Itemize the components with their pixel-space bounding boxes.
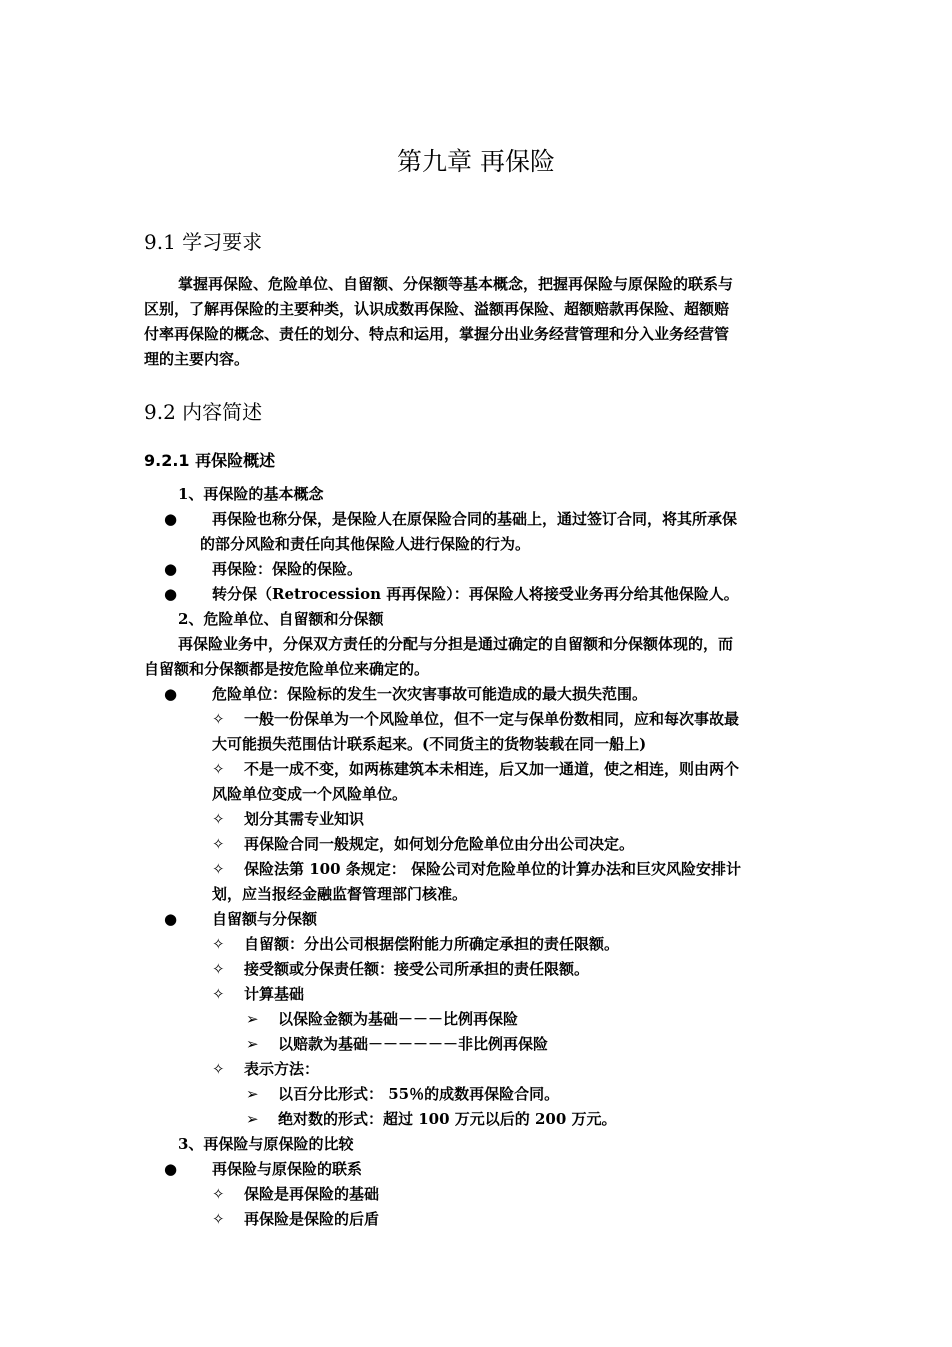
bullet-text: 的部分风险和责任向其他保险人进行保险的行为。 — [200, 535, 531, 553]
bullet-marker: ● — [164, 910, 178, 928]
diamond-marker: ✧ — [212, 1210, 225, 1228]
paragraph-line: 自留额和分保额都是按危险单位来确定的。 — [144, 660, 430, 678]
arrow-marker: ➢ — [246, 1110, 259, 1128]
section-heading-9-2: 9.2 内容简述 — [144, 400, 263, 424]
diamond-text: 自留额：分出公司根据偿附能力所确定承担的责任限额。 — [244, 935, 620, 953]
bullet-marker: ● — [164, 560, 178, 578]
diamond-marker: ✧ — [212, 1185, 225, 1203]
paragraph-line: 付率再保险的概念、责任的划分、特点和运用，掌握分出业务经营管理和分入业务经营管 — [144, 325, 730, 343]
diamond-marker: ✧ — [212, 810, 225, 828]
diamond-text: 不是一成不变，如两栋建筑本未相连，后又加一通道，使之相连，则由两个 — [244, 760, 740, 778]
diamond-text: 再保险是保险的后盾 — [244, 1210, 380, 1228]
diamond-text: 表示方法： — [244, 1060, 320, 1078]
diamond-marker: ✧ — [212, 960, 225, 978]
diamond-text: 划，应当报经金融监督管理部门核准。 — [212, 885, 468, 903]
diamond-text: 保险是再保险的基础 — [244, 1185, 380, 1203]
diamond-text: 一般一份保单为一个风险单位，但不一定与保单份数相同，应和每次事故最 — [244, 710, 740, 728]
bullet-text: 再保险：保险的保险。 — [212, 560, 363, 578]
subsection-heading-9-2-1: 9.2.1 再保险概述 — [144, 451, 276, 470]
bullet-text: 转分保（Retrocession 再再保险）：再保险人将接受业务再分给其他保险人。 — [212, 585, 739, 603]
bullet-marker: ● — [164, 685, 178, 703]
section-heading-9-1: 9.1 学习要求 — [144, 230, 263, 254]
diamond-text: 再保险合同一般规定，如何划分危险单位由分出公司决定。 — [244, 835, 635, 853]
diamond-marker: ✧ — [212, 985, 225, 1003]
chapter-title: 第九章 再保险 — [397, 147, 555, 176]
topic-heading: 1、再保险的基本概念 — [178, 485, 324, 503]
arrow-text: 绝对数的形式：超过 100 万元以后的 200 万元。 — [278, 1110, 617, 1128]
diamond-text: 划分其需专业知识 — [244, 810, 365, 828]
diamond-text: 接受额或分保责任额：接受公司所承担的责任限额。 — [244, 960, 590, 978]
diamond-marker: ✧ — [212, 860, 225, 878]
bullet-marker: ● — [164, 585, 178, 603]
diamond-text: 大可能损失范围估计联系起来。(不同货主的货物装载在同一船上) — [212, 735, 647, 753]
arrow-marker: ➢ — [246, 1035, 259, 1053]
diamond-text: 保险法第 100 条规定： 保险公司对危险单位的计算办法和巨灾风险安排计 — [244, 860, 741, 878]
paragraph-line: 理的主要内容。 — [144, 350, 250, 368]
bullet-text: 危险单位：保险标的发生一次灾害事故可能造成的最大损失范围。 — [212, 685, 648, 703]
bullet-text: 自留额与分保额 — [212, 910, 318, 928]
paragraph-line: 再保险业务中，分保双方责任的分配与分担是通过确定的自留额和分保额体现的，而 — [178, 635, 734, 653]
diamond-marker: ✧ — [212, 710, 225, 728]
arrow-marker: ➢ — [246, 1010, 259, 1028]
bullet-text: 再保险也称分保，是保险人在原保险合同的基础上，通过签订合同，将其所承保 — [212, 510, 738, 528]
paragraph-line: 区别，了解再保险的主要种类，认识成数再保险、溢额再保险、超额赔款再保险、超额赔 — [144, 300, 730, 318]
topic-heading: 2、危险单位、自留额和分保额 — [178, 610, 384, 628]
bullet-marker: ● — [164, 510, 178, 528]
bullet-marker: ● — [164, 1160, 178, 1178]
arrow-marker: ➢ — [246, 1085, 259, 1103]
diamond-text: 计算基础 — [244, 985, 305, 1003]
arrow-text: 以百分比形式： 55％的成数再保险合同。 — [278, 1085, 560, 1103]
diamond-marker: ✧ — [212, 760, 225, 778]
topic-heading: 3、再保险与原保险的比较 — [178, 1135, 354, 1153]
bullet-text: 再保险与原保险的联系 — [212, 1160, 363, 1178]
diamond-text: 风险单位变成一个风险单位。 — [212, 785, 408, 803]
diamond-marker: ✧ — [212, 1060, 225, 1078]
paragraph-line: 掌握再保险、危险单位、自留额、分保额等基本概念，把握再保险与原保险的联系与 — [178, 275, 734, 293]
arrow-text: 以赔款为基础－－－－－－非比例再保险 — [278, 1035, 549, 1053]
diamond-marker: ✧ — [212, 935, 225, 953]
arrow-text: 以保险金额为基础－－－比例再保险 — [278, 1010, 519, 1028]
diamond-marker: ✧ — [212, 835, 225, 853]
